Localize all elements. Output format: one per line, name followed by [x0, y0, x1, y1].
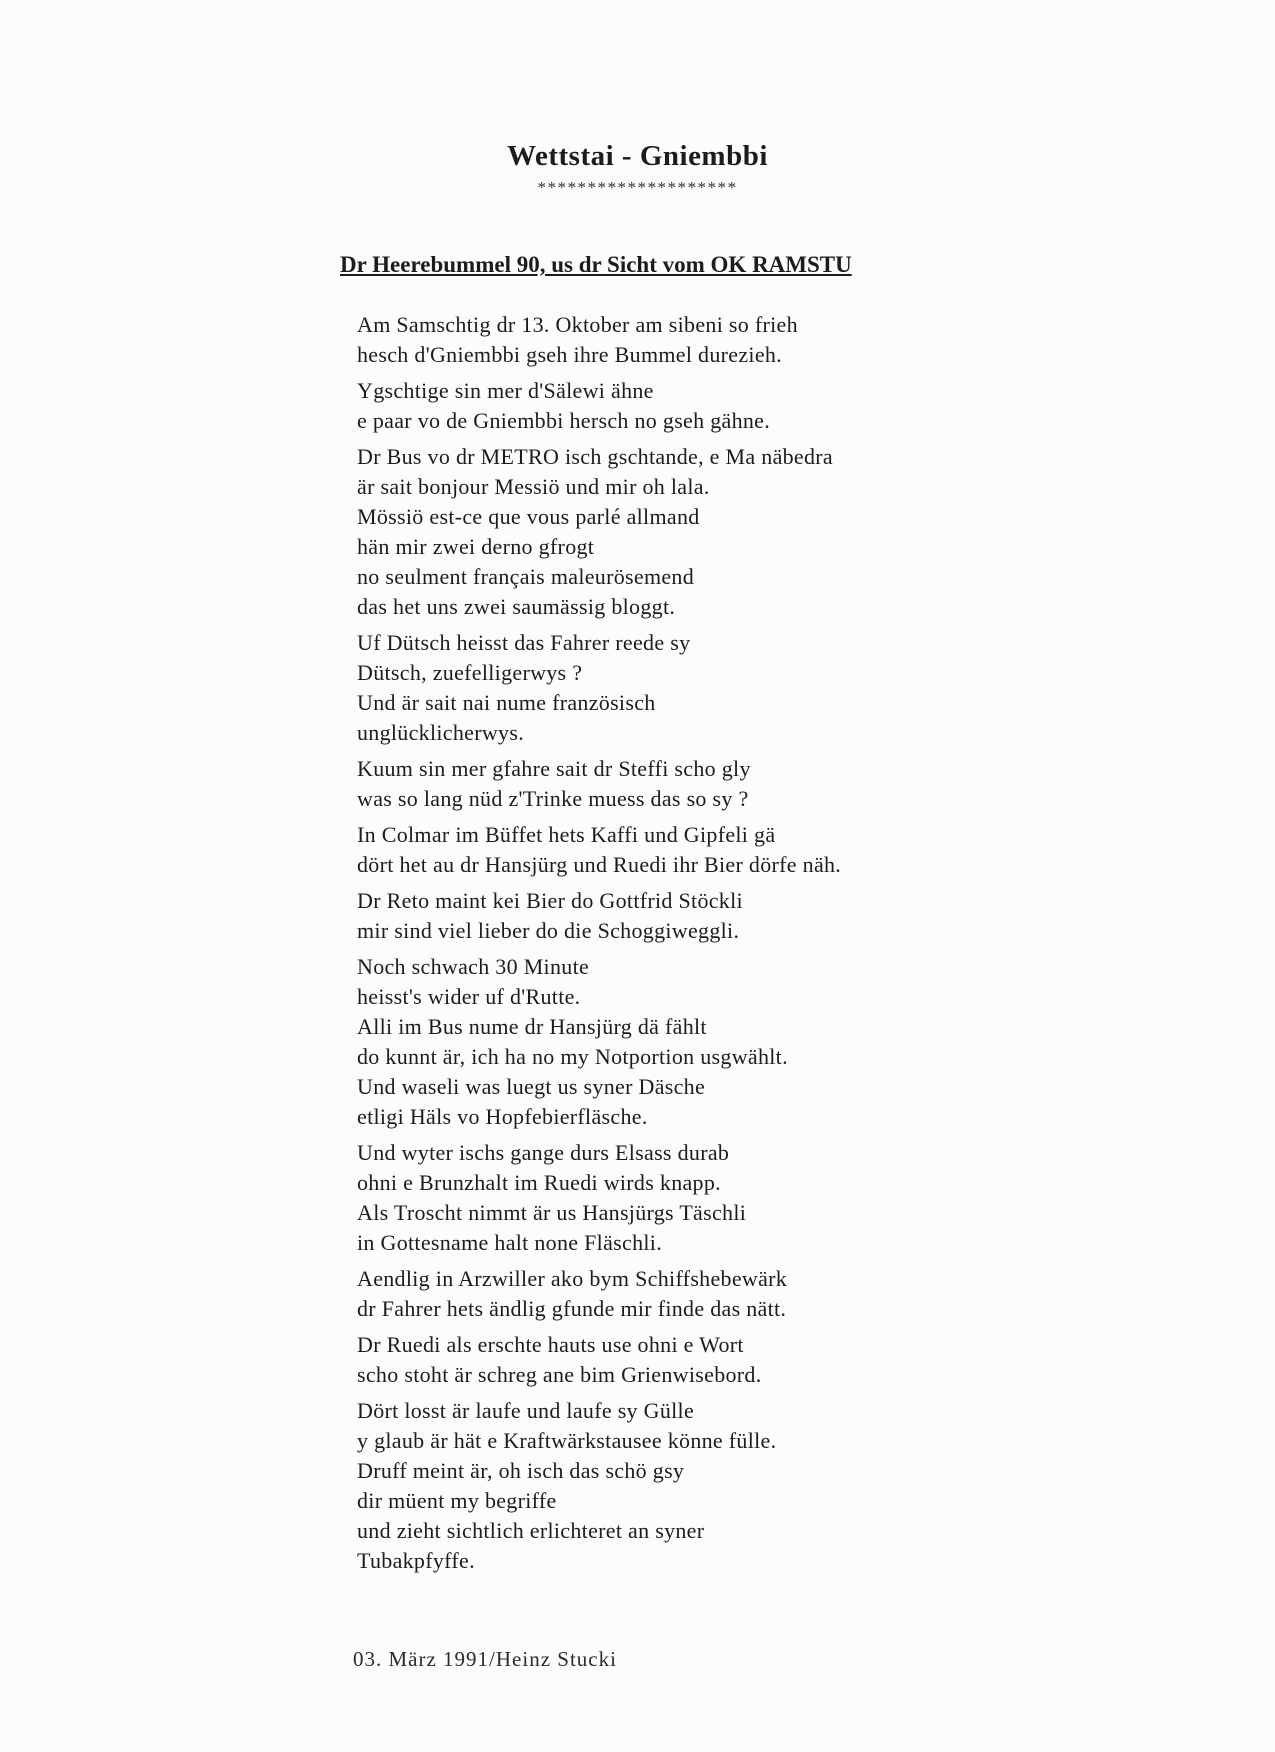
subtitle: Dr Heerebummel 90, us dr Sicht vom OK RAMSTU — [340, 252, 852, 277]
poem-line: Uf Dütsch heisst das Fahrer reede sy — [357, 630, 691, 655]
poem-line: Dört losst är laufe und laufe sy Gülle — [357, 1398, 695, 1423]
poem-line: ohni e Brunzhalt im Ruedi wirds knapp. — [357, 1170, 721, 1195]
poem-line: är sait bonjour Messiö und mir oh lala. — [357, 474, 710, 499]
poem-line: mir sind viel lieber do die Schoggiweggli. — [357, 918, 740, 943]
stanza — [357, 1264, 1057, 1324]
poem-line: Dr Bus vo dr METRO isch gschtande, e Ma näbedra — [357, 444, 833, 469]
poem-line: do kunnt är, ich ha no my Notportion usgwählt. — [357, 1044, 788, 1069]
poem-line: Als Troscht nimmt är us Hansjürgs Täschli — [357, 1200, 747, 1225]
poem-line: dört het au dr Hansjürg und Ruedi ihr Bier dörfe näh. — [357, 852, 842, 877]
stanza — [357, 442, 1057, 622]
poem-line: no seulment français maleurösemend — [357, 564, 695, 589]
poem-line: Tubakpfyffe. — [357, 1548, 475, 1573]
stanza — [357, 1138, 1057, 1258]
poem-line: Druff meint är, oh isch das schö gsy — [357, 1458, 685, 1483]
poem-line: Dütsch, zuefelligerwys ? — [357, 660, 583, 685]
poem-line: und zieht sichtlich erlichteret an syner — [357, 1518, 705, 1543]
poem-line: Dr Reto maint kei Bier do Gottfrid Stöckli — [357, 888, 743, 913]
poem-line: unglücklicherwys. — [357, 720, 525, 745]
stanza — [357, 952, 1057, 1132]
poem-line: Und är sait nai nume französisch — [357, 690, 656, 715]
stanza — [357, 754, 1057, 814]
stanza — [357, 310, 1057, 370]
stanza — [357, 376, 1057, 436]
page-title: Wettstai - Gniembbi — [507, 140, 768, 172]
stanza — [357, 886, 1057, 946]
stanza — [357, 1396, 1057, 1576]
poem-line: dir müent my begriffe — [357, 1488, 557, 1513]
stanza — [357, 628, 1057, 748]
poem-line: Alli im Bus nume dr Hansjürg dä fählt — [357, 1014, 707, 1039]
poem-line: etligi Häls vo Hopfebierfläsche. — [357, 1104, 648, 1129]
poem-line: in Gottesname halt none Fläschli. — [357, 1230, 663, 1255]
title-decoration: ******************** — [537, 178, 738, 197]
poem-line: hän mir zwei derno gfrogt — [357, 534, 595, 559]
poem-line: Und wyter ischs gange durs Elsass durab — [357, 1140, 730, 1165]
poem-line: Und waseli was luegt us syner Däsche — [357, 1074, 706, 1099]
poem-line: heisst's wider uf d'Rutte. — [357, 984, 581, 1009]
stanza — [357, 820, 1057, 880]
poem-line: was so lang nüd z'Trinke muess das so sy ? — [357, 786, 749, 811]
poem-line: Ygschtige sin mer d'Sälewi ähne — [357, 378, 654, 403]
poem-line: Aendlig in Arzwiller ako bym Schiffshebewärk — [357, 1266, 788, 1291]
poem-line: Dr Ruedi als erschte hauts use ohni e Wort — [357, 1332, 744, 1357]
poem-line: In Colmar im Büffet hets Kaffi und Gipfeli gä — [357, 822, 776, 847]
poem-line: y glaub är hät e Kraftwärkstausee könne fülle. — [357, 1428, 777, 1453]
stanza — [357, 1330, 1057, 1390]
poem-line: Am Samschtig dr 13. Oktober am sibeni so frieh — [357, 312, 798, 337]
poem-line: dr Fahrer hets ändlig gfunde mir finde das nätt. — [357, 1296, 787, 1321]
poem-line: Mössiö est-ce que vous parlé allmand — [357, 504, 700, 529]
poem-line: hesch d'Gniembbi gseh ihre Bummel durezieh. — [357, 342, 782, 367]
poem-line: scho stoht är schreg ane bim Grienwisebord. — [357, 1362, 762, 1387]
poem-body — [357, 310, 1057, 1582]
footer-signature: 03. März 1991/Heinz Stucki — [353, 1647, 617, 1671]
poem-line: e paar vo de Gniembbi hersch no gseh gähne. — [357, 408, 771, 433]
poem-line: das het uns zwei saumässig bloggt. — [357, 594, 676, 619]
poem-line: Noch schwach 30 Minute — [357, 954, 590, 979]
poem-line: Kuum sin mer gfahre sait dr Steffi scho gly — [357, 756, 751, 781]
